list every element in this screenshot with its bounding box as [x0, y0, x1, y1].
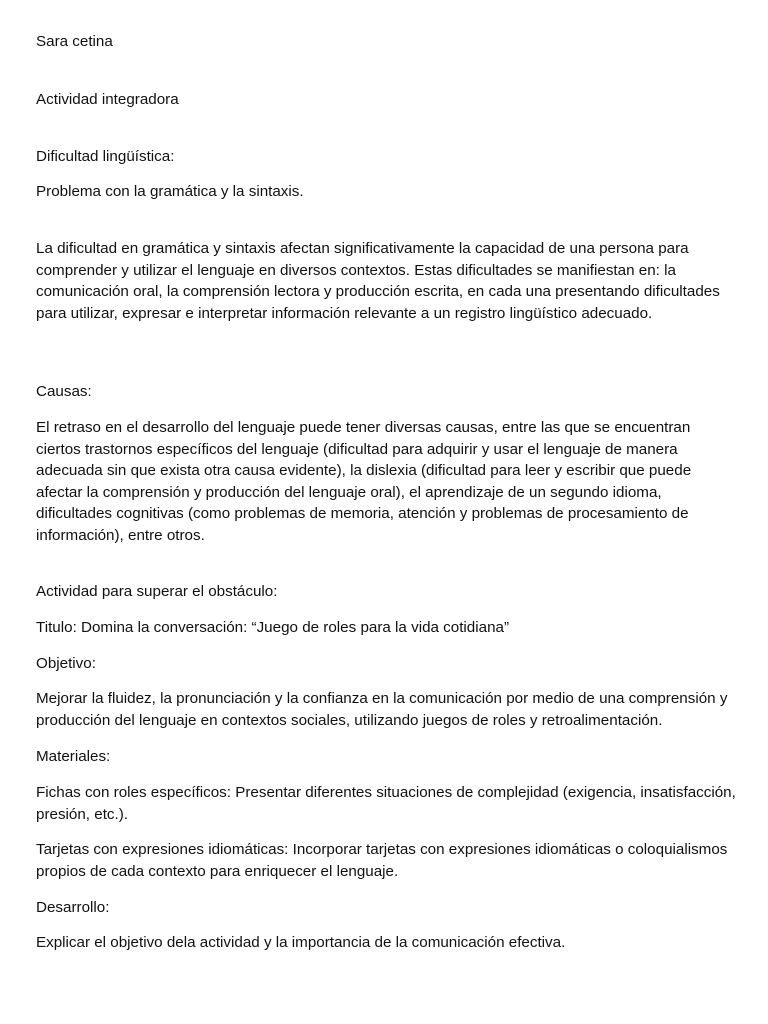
materials-item-1: Fichas con roles específicos: Presentar diferentes situaciones de complejidad (exigencia, insatisfacción, presión, etc.). — [36, 784, 736, 823]
objective-heading: Objetivo: — [36, 655, 96, 672]
development-paragraph: Explicar el objetivo dela actividad y la importancia de la comunicación efectiva. — [36, 934, 566, 951]
materials-item-2: Tarjetas con expresiones idiomáticas: Incorporar tarjetas con expresiones idiomáticas o coloquialismos propios de cada contexto para enriquecer el lenguaje. — [36, 841, 728, 880]
causes-heading: Causas: — [36, 383, 92, 400]
intro-paragraph: La dificultad en gramática y sintaxis afectan significativamente la capacidad de una persona para comprender y utilizar el lenguaje en diversos contextos. Estas dificultades se manifiestan en: la comunicación oral, la comprensión lectora y producción escrita, en cada una presentando dificultades para utilizar, expresar e interpretar información relevante a un registro lingüístico adecuado. — [36, 240, 720, 322]
difficulty-heading: Dificultad lingüística: — [36, 148, 175, 165]
activity-heading: Actividad para superar el obstáculo: — [36, 583, 278, 600]
author-name: Sara cetina — [36, 33, 113, 50]
activity-title-line: Titulo: Domina la conversación: “Juego de roles para la vida cotidiana” — [36, 619, 510, 636]
materials-heading: Materiales: — [36, 748, 111, 765]
difficulty-name: Problema con la gramática y la sintaxis. — [36, 183, 304, 200]
activity-title: Actividad integradora — [36, 91, 179, 108]
objective-paragraph: Mejorar la fluidez, la pronunciación y la confianza en la comunicación por medio de una comprensión y producción del lenguaje en contextos sociales, utilizando juegos de roles y retroalimentación. — [36, 690, 728, 729]
causes-paragraph: El retraso en el desarrollo del lenguaje puede tener diversas causas, entre las que se encuentran ciertos trastornos específicos del lenguaje (dificultad para adquirir y usar el lenguaje de manera adecuada sin que exista otra causa evidente), la dislexia (dificultad para leer y escribir que puede afectar la comprensión y producción del lenguaje oral), el aprendizaje de un segundo idioma, dificultades cognitivas (como problemas de memoria, atención y problemas de procesamiento de información), entre otros. — [36, 419, 692, 544]
development-heading: Desarrollo: — [36, 899, 110, 916]
